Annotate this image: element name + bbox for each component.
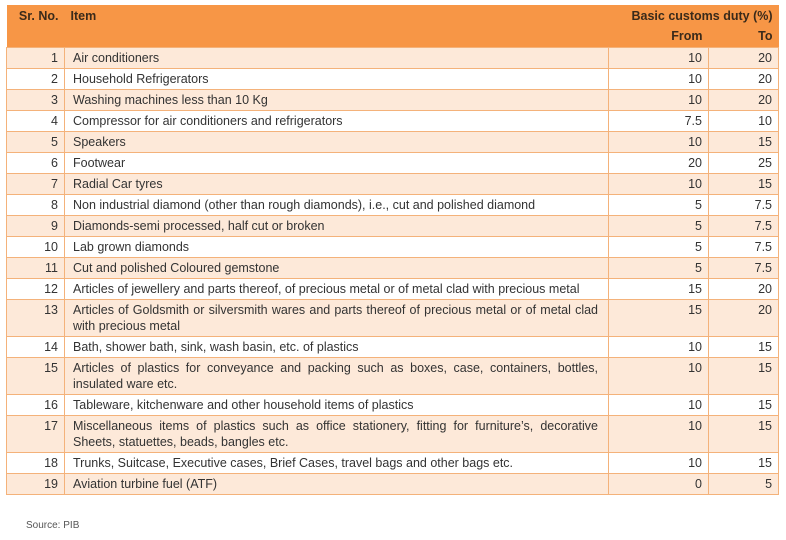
cell-sr-no: 1 xyxy=(7,48,65,69)
table-row xyxy=(7,337,779,358)
table-row xyxy=(7,69,779,90)
table-row xyxy=(7,216,779,237)
cell-item: Cut and polished Coloured gemstone xyxy=(65,258,609,279)
header-spacer-sr xyxy=(7,26,65,48)
table-row xyxy=(7,300,779,337)
table-row xyxy=(7,358,779,395)
cell-to: 20 xyxy=(709,279,779,300)
cell-from: 10 xyxy=(609,337,709,358)
cell-sr-no: 5 xyxy=(7,132,65,153)
cell-from: 15 xyxy=(609,279,709,300)
cell-from: 10 xyxy=(609,69,709,90)
cell-sr-no: 17 xyxy=(7,416,65,453)
cell-sr-no: 18 xyxy=(7,453,65,474)
source-note: Source: PIB xyxy=(26,520,80,531)
cell-from: 10 xyxy=(609,174,709,195)
cell-sr-no: 16 xyxy=(7,395,65,416)
cell-to: 20 xyxy=(709,48,779,69)
cell-sr-no: 14 xyxy=(7,337,65,358)
cell-item: Air conditioners xyxy=(65,48,609,69)
cell-sr-no: 6 xyxy=(7,153,65,174)
cell-to: 15 xyxy=(709,174,779,195)
cell-to: 15 xyxy=(709,453,779,474)
cell-sr-no: 19 xyxy=(7,474,65,495)
cell-sr-no: 8 xyxy=(7,195,65,216)
cell-to: 25 xyxy=(709,153,779,174)
cell-to: 5 xyxy=(709,474,779,495)
table-row xyxy=(7,48,779,69)
cell-from: 5 xyxy=(609,237,709,258)
cell-from: 10 xyxy=(609,453,709,474)
cell-to: 15 xyxy=(709,337,779,358)
table-row xyxy=(7,258,779,279)
table-row xyxy=(7,195,779,216)
cell-to: 20 xyxy=(709,69,779,90)
cell-item: Trunks, Suitcase, Executive cases, Brief Cases, travel bags and other bags etc. xyxy=(65,453,609,474)
header-spacer-item xyxy=(65,26,609,48)
cell-sr-no: 2 xyxy=(7,69,65,90)
header-sr-no: Sr. No. xyxy=(7,5,65,26)
cell-to: 7.5 xyxy=(709,258,779,279)
cell-from: 10 xyxy=(609,90,709,111)
cell-from: 5 xyxy=(609,195,709,216)
cell-from: 10 xyxy=(609,358,709,395)
cell-sr-no: 9 xyxy=(7,216,65,237)
cell-item: Articles of plastics for conveyance and packing such as boxes, case, containers, bottles, insulated ware etc. xyxy=(65,358,609,395)
customs-duty-table xyxy=(6,5,779,495)
cell-to: 7.5 xyxy=(709,216,779,237)
table-row xyxy=(7,132,779,153)
cell-to: 15 xyxy=(709,395,779,416)
cell-to: 15 xyxy=(709,132,779,153)
cell-sr-no: 11 xyxy=(7,258,65,279)
cell-item: Non industrial diamond (other than rough diamonds), i.e., cut and polished diamond xyxy=(65,195,609,216)
cell-sr-no: 3 xyxy=(7,90,65,111)
header-item: Item xyxy=(65,5,609,26)
cell-from: 10 xyxy=(609,132,709,153)
cell-to: 15 xyxy=(709,416,779,453)
cell-to: 15 xyxy=(709,358,779,395)
cell-item: Compressor for air conditioners and refrigerators xyxy=(65,111,609,132)
table-body xyxy=(7,48,779,495)
cell-to: 10 xyxy=(709,111,779,132)
cell-item: Articles of Goldsmith or silversmith wares and parts thereof of precious metal or of metal clad with precious metal xyxy=(65,300,609,337)
cell-to: 20 xyxy=(709,90,779,111)
table-header xyxy=(7,5,779,48)
cell-from: 0 xyxy=(609,474,709,495)
cell-sr-no: 4 xyxy=(7,111,65,132)
cell-item: Speakers xyxy=(65,132,609,153)
cell-from: 20 xyxy=(609,153,709,174)
cell-item: Aviation turbine fuel (ATF) xyxy=(65,474,609,495)
cell-from: 10 xyxy=(609,395,709,416)
cell-to: 7.5 xyxy=(709,237,779,258)
cell-sr-no: 10 xyxy=(7,237,65,258)
table-row xyxy=(7,237,779,258)
header-from: From xyxy=(609,26,709,48)
cell-from: 15 xyxy=(609,300,709,337)
cell-from: 5 xyxy=(609,258,709,279)
cell-sr-no: 13 xyxy=(7,300,65,337)
cell-from: 5 xyxy=(609,216,709,237)
cell-sr-no: 7 xyxy=(7,174,65,195)
cell-from: 7.5 xyxy=(609,111,709,132)
table-row xyxy=(7,279,779,300)
table-row xyxy=(7,111,779,132)
table-row xyxy=(7,416,779,453)
header-to: To xyxy=(709,26,779,48)
table-row xyxy=(7,453,779,474)
cell-to: 20 xyxy=(709,300,779,337)
cell-item: Radial Car tyres xyxy=(65,174,609,195)
cell-item: Diamonds-semi processed, half cut or broken xyxy=(65,216,609,237)
cell-sr-no: 12 xyxy=(7,279,65,300)
table-row xyxy=(7,395,779,416)
cell-from: 10 xyxy=(609,48,709,69)
cell-sr-no: 15 xyxy=(7,358,65,395)
table-row xyxy=(7,474,779,495)
cell-item: Footwear xyxy=(65,153,609,174)
header-basic-customs-duty: Basic customs duty (%) xyxy=(609,5,779,26)
table-row xyxy=(7,153,779,174)
cell-item: Household Refrigerators xyxy=(65,69,609,90)
cell-to: 7.5 xyxy=(709,195,779,216)
table-row xyxy=(7,174,779,195)
cell-item: Articles of jewellery and parts thereof, of precious metal or of metal clad with precious metal xyxy=(65,279,609,300)
cell-item: Washing machines less than 10 Kg xyxy=(65,90,609,111)
cell-item: Miscellaneous items of plastics such as office stationery, fitting for furniture’s, decorative Sheets, statuettes, beads, bangles etc. xyxy=(65,416,609,453)
cell-from: 10 xyxy=(609,416,709,453)
cell-item: Tableware, kitchenware and other household items of plastics xyxy=(65,395,609,416)
cell-item: Lab grown diamonds xyxy=(65,237,609,258)
table-row xyxy=(7,90,779,111)
cell-item: Bath, shower bath, sink, wash basin, etc. of plastics xyxy=(65,337,609,358)
